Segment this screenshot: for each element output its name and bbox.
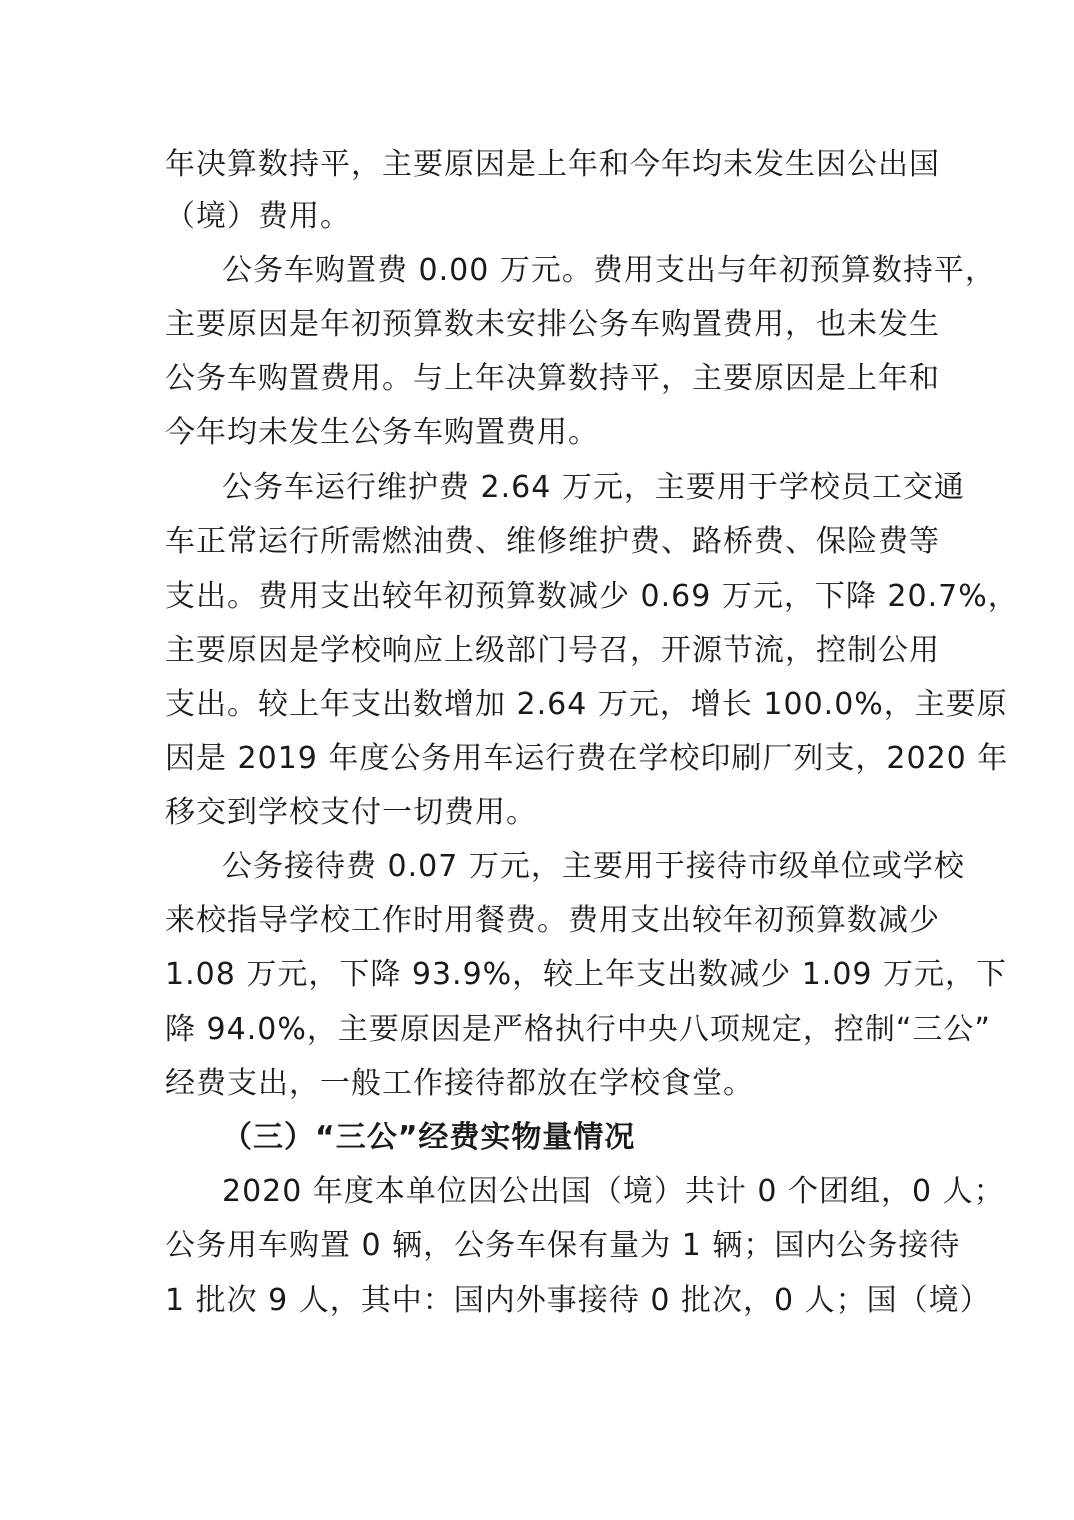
text-line: 1 批次 9 人，其中：国内外事接待 0 批次，0 人；国（境） [165, 1283, 991, 1318]
section-heading: （三）“三公”经费实物量情况 [222, 1120, 636, 1155]
paragraph-first-line: 公务接待费 0.07 万元，主要用于接待市级单位或学校 [222, 849, 965, 884]
text-line: 移交到学校支付一切费用。 [165, 795, 537, 830]
text-line: 年决算数持平，主要原因是上年和今年均未发生因公出国 [165, 147, 940, 182]
text-line: 经费支出，一般工作接待都放在学校食堂。 [165, 1066, 754, 1101]
paragraph-first-line: 2020 年度本单位因公出国（境）共计 0 个团组，0 人； [222, 1174, 1005, 1209]
text-line: 1.08 万元，下降 93.9%，较上年支出数减少 1.09 万元，下 [165, 957, 1008, 992]
text-line: 因是 2019 年度公务用车运行费在学校印刷厂列支，2020 年 [165, 741, 1009, 776]
paragraph-first-line: 公务车购置费 0.00 万元。费用支出与年初预算数持平， [222, 253, 996, 288]
text-line: 车正常运行所需燃油费、维修维护费、路桥费、保险费等 [165, 524, 940, 559]
text-line: 主要原因是学校响应上级部门号召，开源节流，控制公用 [165, 633, 940, 668]
text-line: 支出。较上年支出数增加 2.64 万元，增长 100.0%，主要原 [165, 687, 1008, 722]
text-line: 今年均未发生公务车购置费用。 [165, 415, 599, 450]
text-line: 降 94.0%，主要原因是严格执行中央八项规定，控制“三公” [165, 1012, 991, 1047]
text-line: 主要原因是年初预算数未安排公务车购置费用，也未发生 [165, 307, 940, 342]
text-line: 公务用车购置 0 辆，公务车保有量为 1 辆；国内公务接待 [165, 1228, 961, 1263]
text-line: 来校指导学校工作时用餐费。费用支出较年初预算数减少 [165, 903, 940, 938]
text-line: （境）费用。 [165, 199, 351, 234]
text-line: 公务车购置费用。与上年决算数持平，主要原因是上年和 [165, 361, 940, 396]
paragraph-first-line: 公务车运行维护费 2.64 万元，主要用于学校员工交通 [222, 470, 965, 505]
text-line: 支出。费用支出较年初预算数减少 0.69 万元，下降 20.7%， [165, 579, 1019, 614]
